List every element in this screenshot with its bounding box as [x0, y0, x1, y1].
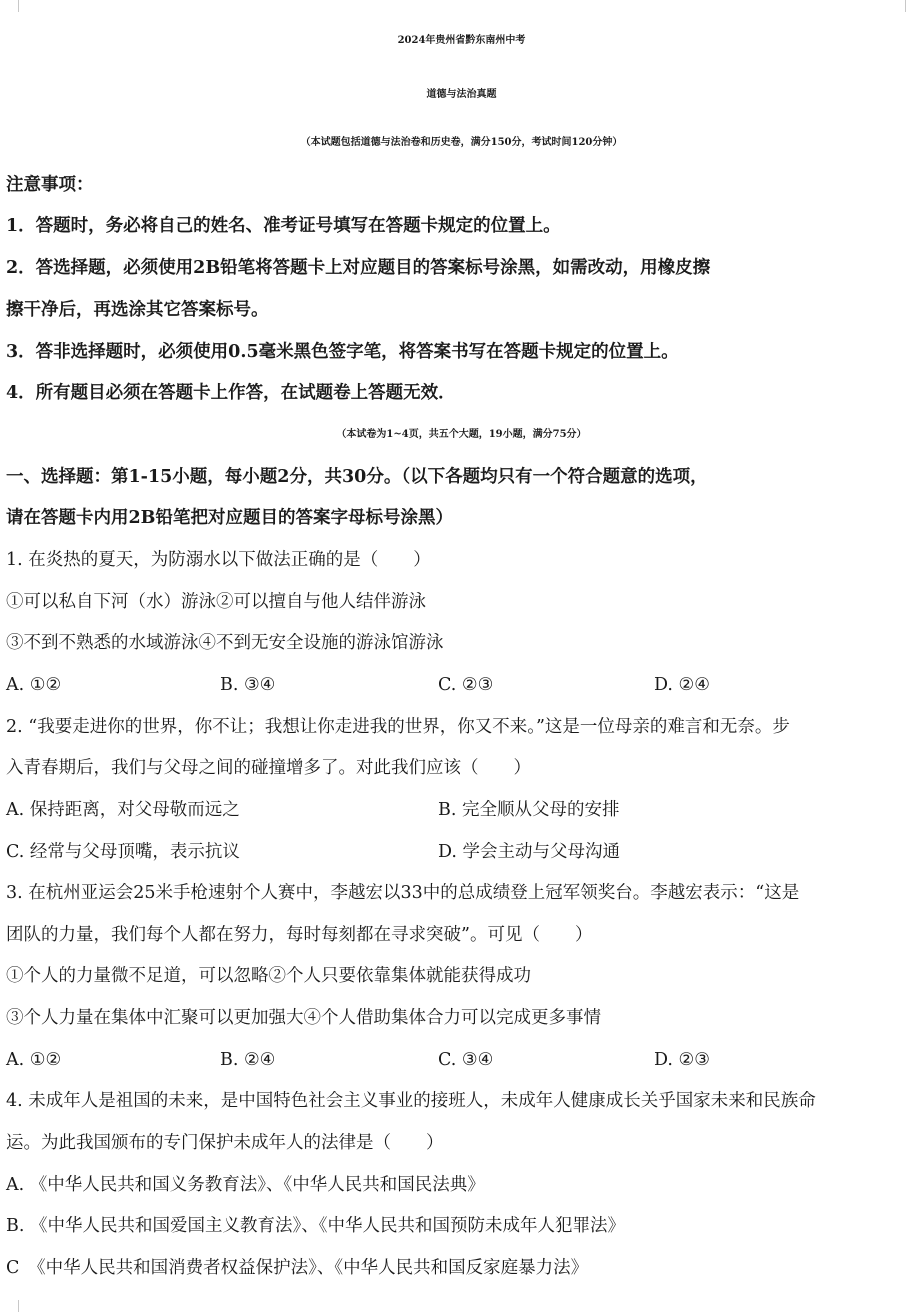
q1-statements-2: ③不到不熟悉的水域游泳④不到无安全设施的游泳馆游泳 [6, 633, 444, 653]
q4-stem-line-1: 4. 未成年人是祖国的未来，是中国特色社会主义事业的接班人，未成年人健康成长关乎国家未来和民族命 [6, 1091, 816, 1111]
q3-stem-line-2: 团队的力量，我们每个人都在努力，每时每刻都在寻求突破”。可见（ ） [6, 925, 593, 945]
exam-subtitle: 道德与法治真题 [426, 89, 497, 100]
q3-option-b: B. ②④ [220, 1050, 276, 1070]
corner-mark-top-left [6, 0, 19, 12]
q2-option-c: C. 经常与父母顶嘴，表示抗议 [6, 842, 240, 862]
q4-option-a: A. 《中华人民共和国义务教育法》、《中华人民共和国民法典》 [6, 1175, 485, 1195]
notice-item-4: 4．所有题目必须在答题卡上作答，在试题卷上答题无效． [6, 383, 456, 403]
notice-item-2: 2．答选择题，必须使用2B铅笔将答题卡上对应题目的答案标号涂黑，如需改动，用橡皮擦 [6, 258, 711, 278]
q3-option-c: C. ③④ [438, 1050, 494, 1070]
exam-title: 2024年贵州省黔东南州中考 [397, 35, 526, 46]
q2-stem-line-1: 2. “我要走进你的世界，你不让；我想让你走进我的世界，你又不来。”这是一位母亲的难言和无奈。步 [6, 717, 790, 737]
q3-statements-2: ③个人力量在集体中汇聚可以更加强大④个人借助集体合力可以完成更多事情 [6, 1008, 601, 1028]
corner-mark-top-right [905, 0, 918, 12]
notice-item-3: 3．答非选择题时，必须使用0.5毫米黑色签字笔，将答案书写在答题卡规定的位置上。 [6, 342, 679, 362]
notice-heading: 注意事项： [6, 175, 94, 195]
notice-item-2-cont: 擦干净后，再选涂其它答案标号。 [6, 300, 269, 320]
notice-item-1: 1．答题时，务必将自己的姓名、准考证号填写在答题卡规定的位置上。 [6, 216, 561, 236]
q1-statements-1: ①可以私自下河（水）游泳②可以擅自与他人结伴游泳 [6, 592, 426, 612]
q3-statements-1: ①个人的力量微不足道，可以忽略②个人只要依靠集体就能获得成功 [6, 966, 531, 986]
q3-option-d: D. ②③ [654, 1050, 710, 1070]
q1-option-d: D. ②④ [654, 675, 710, 695]
q3-stem-line-1: 3. 在杭州亚运会25米手枪速射个人赛中，李越宏以33中的总成绩登上冠军领奖台。李越宏表示：“这是 [6, 883, 800, 903]
q4-option-c: C 《中华人民共和国消费者权益保护法》、《中华人民共和国反家庭暴力法》 [6, 1258, 589, 1278]
q1-option-b: B. ③④ [220, 675, 276, 695]
q1-stem: 1. 在炎热的夏天，为防溺水以下做法正确的是（ ） [6, 550, 431, 570]
q3-option-a: A. ①② [6, 1050, 62, 1070]
q4-option-b: B. 《中华人民共和国爱国主义教育法》、《中华人民共和国预防未成年人犯罪法》 [6, 1216, 625, 1236]
section-1-instruction: 请在答题卡内用2B铅笔把对应题目的答案字母标号涂黑） [6, 508, 453, 528]
exam-note: （本试题包括道德与法治卷和历史卷，满分150分，考试时间120分钟） [300, 137, 623, 148]
corner-mark-bottom-left [6, 1300, 19, 1312]
q2-option-b: B. 完全顺从父母的安排 [438, 800, 620, 820]
q4-stem-line-2: 运。为此我国颁布的专门保护未成年人的法律是（ ） [6, 1133, 444, 1153]
q1-option-a: A. ①② [6, 675, 62, 695]
q2-option-d: D. 学会主动与父母沟通 [438, 842, 621, 862]
section-1-heading: 一、选择题：第1-15小题，每小题2分，共30分。（以下各题均只有一个符合题意的选项， [6, 467, 708, 487]
paper-info: （本试卷为1~4页，共五个大题，19小题，满分75分） [336, 429, 587, 440]
q2-option-a: A. 保持距离，对父母敬而远之 [6, 800, 240, 820]
q1-option-c: C. ②③ [438, 675, 494, 695]
q2-stem-line-2: 入青春期后，我们与父母之间的碰撞增多了。对此我们应该（ ） [6, 758, 531, 778]
